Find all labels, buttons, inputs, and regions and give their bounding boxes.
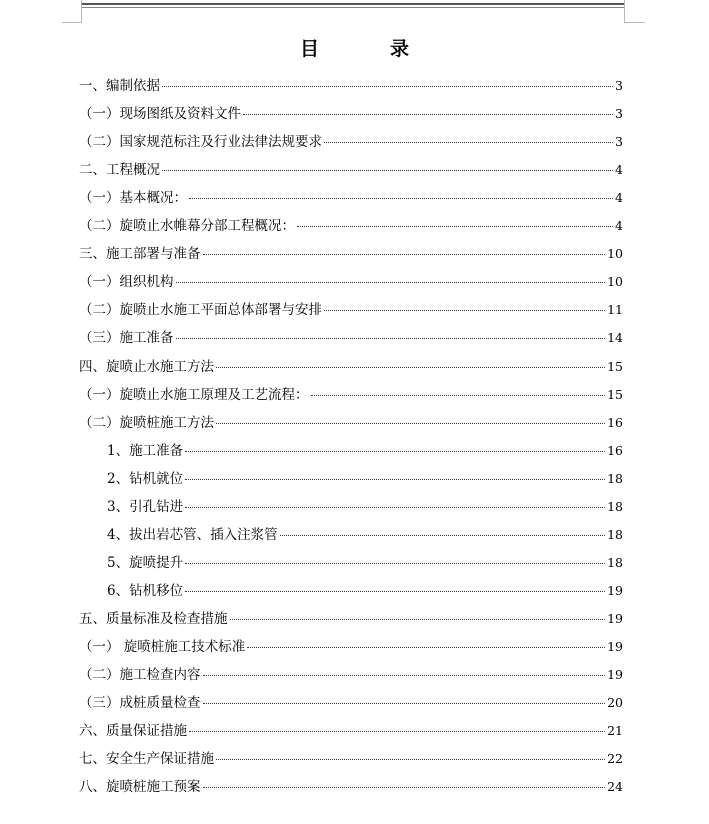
toc-entry[interactable]	[79, 242, 623, 266]
toc-entry-label: 八、旋喷桩施工预案	[79, 779, 201, 796]
page-title: 目 录	[299, 38, 435, 60]
toc-dot-leader	[280, 534, 606, 536]
toc-entry[interactable]	[107, 551, 623, 575]
toc-entry-label: 2、钻机就位	[107, 470, 184, 487]
toc-page-number: 4	[615, 218, 623, 234]
toc-dot-leader	[185, 506, 605, 508]
toc-entry[interactable]	[79, 298, 623, 322]
toc-entry[interactable]	[79, 719, 623, 743]
toc-entry[interactable]	[79, 663, 623, 687]
toc-dot-leader	[162, 85, 613, 87]
toc-entry[interactable]	[79, 691, 623, 715]
toc-entry[interactable]	[107, 467, 623, 491]
toc-entry-label: （二）施工检查内容	[79, 667, 201, 684]
crop-mark-top-right-vertical	[624, 0, 625, 23]
toc-entry-label: 五、质量标准及检查措施	[79, 610, 228, 627]
toc-entry-label: 1、施工准备	[107, 442, 184, 459]
toc-entry[interactable]	[79, 326, 623, 350]
toc-page-number: 19	[607, 610, 623, 626]
toc-entry[interactable]	[79, 102, 623, 126]
toc-dot-leader	[203, 253, 606, 255]
toc-entry[interactable]	[79, 635, 623, 659]
crop-mark-top-left-horizontal	[62, 22, 82, 23]
toc-dot-leader	[216, 422, 605, 424]
toc-dot-leader	[311, 394, 606, 396]
toc-page-number: 4	[615, 190, 623, 206]
toc-dot-leader	[185, 590, 605, 592]
toc-dot-leader	[230, 618, 606, 620]
toc-entry[interactable]	[79, 214, 623, 238]
toc-page-number: 18	[607, 470, 623, 486]
toc-page-number: 4	[615, 162, 623, 178]
toc-page-number: 18	[607, 554, 623, 570]
toc-dot-leader	[176, 281, 606, 283]
toc-entry-label: 5、旋喷提升	[107, 554, 184, 571]
toc-dot-leader	[203, 786, 606, 788]
toc-entry-label: 二、工程概况	[79, 162, 160, 179]
toc-page-number: 15	[607, 386, 623, 402]
toc-dot-leader	[247, 646, 605, 648]
toc-entry-label: （一）组织机构	[79, 274, 174, 291]
header-rule	[82, 3, 624, 5]
toc-entry-label: 六、质量保证措施	[79, 723, 187, 740]
toc-dot-leader	[203, 702, 606, 704]
toc-dot-leader	[189, 730, 605, 732]
toc-page-number: 11	[607, 302, 623, 318]
toc-entry[interactable]	[79, 383, 623, 407]
toc-page-number: 3	[615, 134, 623, 150]
toc-page-number: 19	[607, 667, 623, 683]
toc-page-number: 14	[607, 330, 623, 346]
toc-page-number: 24	[607, 779, 623, 795]
crop-mark-top-right-horizontal	[625, 22, 645, 23]
toc-entry[interactable]	[79, 74, 623, 98]
toc-dot-leader	[297, 225, 613, 227]
toc-entry-label: （二）国家规范标注及行业法律法规要求	[79, 134, 322, 151]
toc-entry[interactable]	[79, 607, 623, 631]
toc-dot-leader	[185, 478, 605, 480]
toc-entry[interactable]	[79, 158, 623, 182]
toc-page-number: 15	[607, 358, 623, 374]
toc-entry[interactable]	[79, 775, 623, 799]
toc-dot-leader	[185, 450, 605, 452]
toc-entry-label: （三）施工准备	[79, 330, 174, 347]
toc-page-number: 10	[607, 246, 623, 262]
toc-entry[interactable]	[107, 523, 623, 547]
toc-page-number: 3	[615, 106, 623, 122]
toc-dot-leader	[185, 562, 605, 564]
toc-entry-label: 一、编制依据	[79, 78, 160, 94]
toc-page-number: 10	[607, 274, 623, 290]
toc-entry-label: 3、引孔钻进	[107, 498, 184, 515]
toc-entry-label: 6、钻机移位	[107, 582, 184, 599]
toc-entry-label: （一） 旋喷桩施工技术标准	[79, 639, 246, 655]
toc-page-number: 22	[607, 751, 623, 767]
toc-dot-leader	[324, 309, 605, 311]
toc-entry[interactable]	[79, 747, 623, 771]
toc-dot-leader	[189, 197, 613, 199]
toc-page-number: 18	[607, 498, 623, 514]
toc-dot-leader	[203, 674, 606, 676]
toc-entry[interactable]	[79, 130, 623, 154]
toc-entry[interactable]	[79, 270, 623, 294]
toc-page-number: 20	[607, 695, 623, 711]
toc-page-number: 18	[607, 526, 623, 542]
toc-dot-leader	[162, 169, 613, 171]
toc-entry-label: （二）旋喷桩施工方法	[79, 414, 214, 431]
toc-entry[interactable]	[79, 355, 623, 379]
toc-entry[interactable]	[79, 411, 623, 435]
toc-page-number: 21	[607, 723, 623, 739]
toc-dot-leader	[324, 141, 613, 143]
header-rule-secondary	[82, 7, 624, 8]
toc-dot-leader	[176, 337, 606, 339]
toc-dot-leader	[216, 758, 605, 760]
toc-entry-label: 三、施工部署与准备	[79, 246, 201, 263]
toc-entry[interactable]	[107, 495, 623, 519]
toc-dot-leader	[216, 366, 605, 368]
toc-entry-label: （三）成桩质量检查	[79, 695, 201, 712]
toc-entry-label: 四、旋喷止水施工方法	[79, 358, 214, 375]
toc-entry-label: （一）基本概况：	[79, 190, 187, 207]
toc-page-number: 3	[615, 78, 623, 93]
toc-entry-label: （一）现场图纸及资料文件	[79, 106, 241, 123]
toc-page-number: 19	[607, 582, 623, 598]
toc-entry[interactable]	[107, 579, 623, 603]
toc-entry-label: （一）旋喷止水施工原理及工艺流程：	[79, 386, 309, 403]
toc-entry[interactable]	[79, 186, 623, 210]
toc-entry-label: （二）旋喷止水帷幕分部工程概况：	[79, 218, 295, 235]
toc-entry[interactable]	[107, 439, 623, 463]
toc-entry-label: 4、拔出岩芯管、插入注浆管	[107, 526, 278, 543]
toc-page-number: 16	[607, 442, 623, 458]
toc-entry-label: （二）旋喷止水施工平面总体部署与安排	[79, 302, 322, 319]
toc-dot-leader	[243, 113, 613, 115]
toc-page-number: 16	[607, 414, 623, 430]
toc-page-number: 19	[607, 639, 623, 654]
toc-entry-label: 七、安全生产保证措施	[79, 751, 214, 768]
